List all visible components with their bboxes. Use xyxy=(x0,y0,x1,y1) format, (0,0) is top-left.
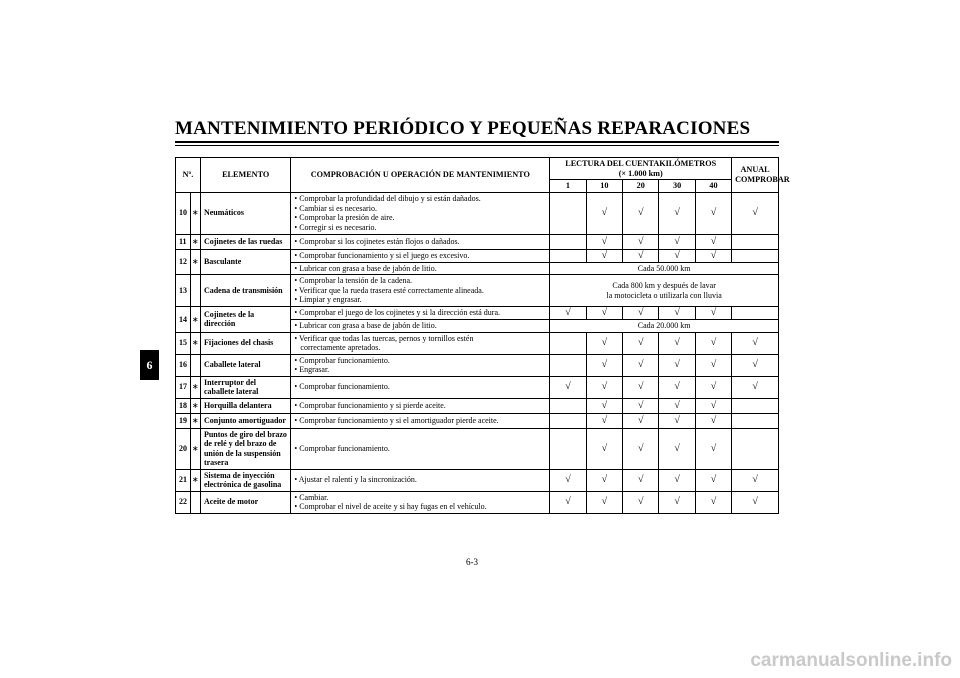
asterisk-cell xyxy=(190,428,200,469)
row-number: 17 xyxy=(176,376,191,398)
asterisk-mark: ∗ xyxy=(191,314,199,324)
interval-check-cell: √ xyxy=(623,428,659,469)
element-name: Aceite de motor xyxy=(200,491,290,513)
interval-check-cell xyxy=(550,249,586,262)
interval-check-cell: √ xyxy=(659,192,695,234)
interval-check-cell: √ xyxy=(623,398,659,413)
interval-check-cell: √ xyxy=(695,376,731,398)
asterisk-mark: ∗ xyxy=(191,443,199,453)
interval-check-cell: √ xyxy=(550,307,586,320)
operation-line: • Limpiar y engrasar. xyxy=(294,295,362,305)
asterisk-mark: ∗ xyxy=(191,475,199,485)
table-row xyxy=(176,192,779,234)
operation-line: • Verificar que la rueda trasera esté correctamente alineada. xyxy=(294,285,484,295)
interval-check-cell: √ xyxy=(695,428,731,469)
interval-check-cell: √ xyxy=(659,428,695,469)
asterisk-cell xyxy=(190,469,200,491)
interval-check-cell: √ xyxy=(623,307,659,320)
interval-check-cell: √ xyxy=(586,234,622,249)
asterisk-cell xyxy=(190,376,200,398)
element-name: Cojinetes de la dirección xyxy=(200,307,290,333)
interval-check-cell: √ xyxy=(659,469,695,491)
interval-check-cell: √ xyxy=(659,376,695,398)
row-number: 12 xyxy=(176,249,191,275)
operation-line: • Cambiar. xyxy=(294,492,329,502)
operation-cell xyxy=(291,469,550,491)
interval-check-cell: √ xyxy=(695,398,731,413)
table-row xyxy=(176,307,779,320)
interval-span-cell: Cada 20.000 km xyxy=(550,320,779,333)
header-odometer-title: LECTURA DEL CUENTAKILÓMETROS xyxy=(565,159,717,168)
interval-check-cell: √ xyxy=(623,249,659,262)
element-name: Cadena de transmisión xyxy=(200,275,290,307)
operation-line: • Lubricar con grasa a base de jabón de litio. xyxy=(294,263,437,273)
header-interval: 20 xyxy=(623,180,659,193)
asterisk-cell xyxy=(190,249,200,275)
element-name: Basculante xyxy=(200,249,290,275)
interval-check-cell: √ xyxy=(586,192,622,234)
interval-check-cell: √ xyxy=(695,234,731,249)
operation-cell xyxy=(291,491,550,513)
annual-check-cell xyxy=(732,249,779,262)
operation-line: • Cambiar si es necesario. xyxy=(294,203,377,213)
element-name: Sistema de inyección electrónica de gasolina xyxy=(200,469,290,491)
operation-line: • Comprobar la profundidad del dibujo y si están dañados. xyxy=(294,194,481,203)
row-number: 18 xyxy=(176,398,191,413)
row-number: 16 xyxy=(176,354,191,376)
asterisk-mark: ∗ xyxy=(191,338,199,348)
element-name: Caballete lateral xyxy=(200,354,290,376)
interval-check-cell: √ xyxy=(586,376,622,398)
table-row xyxy=(176,332,779,354)
operation-cell xyxy=(291,234,550,249)
operation-cell xyxy=(291,249,550,262)
interval-check-cell: √ xyxy=(623,413,659,428)
interval-check-cell: √ xyxy=(586,332,622,354)
table-row xyxy=(176,413,779,428)
interval-check-cell: √ xyxy=(659,332,695,354)
operation-line: • Comprobar funcionamiento y si el amortiguador pierde aceite. xyxy=(294,415,499,425)
operation-cell xyxy=(291,275,550,307)
annual-check-cell xyxy=(732,428,779,469)
interval-check-cell: √ xyxy=(550,469,586,491)
annual-check-cell: √ xyxy=(732,192,779,234)
interval-check-cell: √ xyxy=(695,192,731,234)
header-interval: 1 xyxy=(550,180,586,193)
annual-check-cell xyxy=(732,413,779,428)
header-row xyxy=(176,158,779,180)
interval-check-cell: √ xyxy=(695,249,731,262)
row-number: 21 xyxy=(176,469,191,491)
table-row xyxy=(176,376,779,398)
annual-check-cell xyxy=(732,307,779,320)
interval-check-cell: √ xyxy=(659,354,695,376)
table-row xyxy=(176,428,779,469)
maintenance-table xyxy=(175,157,790,514)
annual-check-cell: √ xyxy=(732,354,779,376)
asterisk-cell xyxy=(190,275,200,307)
operation-cell xyxy=(291,332,550,354)
table-row xyxy=(176,249,779,262)
row-number: 15 xyxy=(176,332,191,354)
asterisk-mark: ∗ xyxy=(191,400,199,410)
table-body xyxy=(176,192,779,513)
header-annual-line1: ANUAL xyxy=(740,165,770,175)
table-row xyxy=(176,234,779,249)
operation-cell xyxy=(291,398,550,413)
watermark: carmanualsonline.info xyxy=(750,650,952,671)
operation-cell xyxy=(291,192,550,234)
interval-span-line: Cada 800 km y después de lavar xyxy=(612,281,716,290)
row-number: 13 xyxy=(176,275,191,307)
element-name: Horquilla delantera xyxy=(200,398,290,413)
page-title: MANTENIMIENTO PERIÓDICO Y PEQUEÑAS REPARACIONES xyxy=(175,118,751,139)
interval-span-cell: Cada 50.000 km xyxy=(550,262,779,275)
interval-check-cell xyxy=(550,398,586,413)
interval-check-cell: √ xyxy=(695,332,731,354)
asterisk-cell xyxy=(190,491,200,513)
operation-cell xyxy=(291,376,550,398)
interval-check-cell: √ xyxy=(623,332,659,354)
interval-check-cell: √ xyxy=(695,307,731,320)
interval-check-cell: √ xyxy=(659,398,695,413)
operation-line: • Comprobar funcionamiento. xyxy=(294,355,390,365)
operation-line: • Comprobar funcionamiento. xyxy=(294,443,390,453)
header-annual xyxy=(732,158,790,193)
interval-check-cell: √ xyxy=(695,354,731,376)
header-element: ELEMENTO xyxy=(200,158,290,193)
operation-cell xyxy=(291,320,550,333)
title-rule-thin xyxy=(175,145,779,146)
operation-line: • Comprobar la presión de aire. xyxy=(294,213,395,222)
table-row xyxy=(176,398,779,413)
interval-check-cell: √ xyxy=(623,491,659,513)
header-odometer-unit: (× 1.000 km) xyxy=(618,168,663,178)
operation-line: • Corregir si es necesario. xyxy=(294,222,377,232)
annual-check-cell: √ xyxy=(732,491,779,513)
header-interval: 40 xyxy=(695,180,731,193)
asterisk-cell xyxy=(190,332,200,354)
asterisk-mark: ∗ xyxy=(191,415,199,425)
asterisk-cell xyxy=(190,234,200,249)
asterisk-cell xyxy=(190,307,200,333)
interval-check-cell: √ xyxy=(659,491,695,513)
annual-check-cell xyxy=(732,234,779,249)
interval-check-cell xyxy=(550,234,586,249)
element-name: Cojinetes de las ruedas xyxy=(200,234,290,249)
operation-cell xyxy=(291,354,550,376)
interval-check-cell: √ xyxy=(586,491,622,513)
interval-check-cell: √ xyxy=(695,413,731,428)
operation-line: correctamente apretados. xyxy=(300,343,381,352)
asterisk-cell xyxy=(190,413,200,428)
asterisk-mark: ∗ xyxy=(191,208,199,218)
row-number: 14 xyxy=(176,307,191,333)
element-name: Fijaciones del chasis xyxy=(200,332,290,354)
row-number: 10 xyxy=(176,192,191,234)
interval-check-cell: √ xyxy=(623,376,659,398)
row-number: 11 xyxy=(176,234,191,249)
asterisk-cell xyxy=(190,398,200,413)
title-rule-thick xyxy=(175,141,779,143)
element-name: Puntos de giro del brazo de relé y del brazo de unión de la suspensión trasera xyxy=(200,428,290,469)
operation-line: • Comprobar si los cojinetes están flojos o dañados. xyxy=(294,236,460,246)
interval-check-cell: √ xyxy=(659,413,695,428)
operation-line: • Comprobar funcionamiento. xyxy=(294,382,390,392)
section-tab: 6 xyxy=(140,350,159,380)
row-number: 22 xyxy=(176,491,191,513)
interval-check-cell: √ xyxy=(623,469,659,491)
interval-check-cell xyxy=(550,354,586,376)
interval-check-cell: √ xyxy=(659,249,695,262)
operation-cell xyxy=(291,262,550,275)
header-num: Nº. xyxy=(176,158,201,193)
operation-line: • Comprobar la tensión de la cadena. xyxy=(294,276,413,286)
interval-check-cell: √ xyxy=(586,307,622,320)
operation-cell xyxy=(291,307,550,320)
interval-check-cell xyxy=(550,192,586,234)
interval-span-line: la motocicleta o utilizarla con lluvia xyxy=(606,290,722,300)
interval-check-cell: √ xyxy=(550,376,586,398)
element-name: Conjunto amortiguador xyxy=(200,413,290,428)
element-name: Neumáticos xyxy=(200,192,290,234)
interval-check-cell: √ xyxy=(586,249,622,262)
asterisk-mark: ∗ xyxy=(191,257,199,266)
interval-check-cell: √ xyxy=(623,192,659,234)
interval-check-cell: √ xyxy=(586,413,622,428)
operation-line: • Ajustar el ralentí y la sincronización. xyxy=(294,475,417,485)
operation-cell xyxy=(291,428,550,469)
interval-span-cell xyxy=(550,275,779,307)
interval-check-cell: √ xyxy=(695,469,731,491)
header-interval: 10 xyxy=(586,180,622,193)
annual-check-cell: √ xyxy=(732,376,779,398)
interval-check-cell: √ xyxy=(659,234,695,249)
annual-check-cell xyxy=(732,398,779,413)
row-number: 19 xyxy=(176,413,191,428)
asterisk-cell xyxy=(190,354,200,376)
operation-line: • Verificar que todas las tuercas, pernos y tornillos estén xyxy=(294,333,474,343)
interval-check-cell xyxy=(550,332,586,354)
header-odometer xyxy=(550,158,732,180)
operation-line: • Engrasar. xyxy=(294,365,330,374)
interval-check-cell: √ xyxy=(586,354,622,376)
operation-cell xyxy=(291,413,550,428)
table-row xyxy=(176,469,779,491)
element-name: Interruptor del caballete lateral xyxy=(200,376,290,398)
interval-check-cell: √ xyxy=(623,234,659,249)
asterisk-cell xyxy=(190,192,200,234)
table-row xyxy=(176,491,779,513)
interval-check-cell: √ xyxy=(695,491,731,513)
asterisk-mark: ∗ xyxy=(191,382,199,392)
interval-check-cell: √ xyxy=(586,469,622,491)
interval-check-cell: √ xyxy=(623,354,659,376)
header-interval: 30 xyxy=(659,180,695,193)
header-annual-line2: COMPROBAR xyxy=(735,174,790,184)
interval-check-cell: √ xyxy=(659,307,695,320)
page-number: 6-3 xyxy=(466,557,478,567)
interval-check-cell xyxy=(550,428,586,469)
operation-line: • Comprobar el juego de los cojinetes y si la dirección está dura. xyxy=(294,308,501,318)
interval-check-cell: √ xyxy=(586,428,622,469)
operation-line: • Comprobar funcionamiento y si el juego es excesivo. xyxy=(294,250,470,260)
table-row xyxy=(176,275,779,307)
header-operation: COMPROBACIÓN U OPERACIÓN DE MANTENIMIENTO xyxy=(291,158,550,193)
table-row xyxy=(176,354,779,376)
operation-line: • Comprobar el nivel de aceite y si hay fugas en el vehículo. xyxy=(294,502,487,511)
row-number: 20 xyxy=(176,428,191,469)
annual-check-cell: √ xyxy=(732,332,779,354)
annual-check-cell: √ xyxy=(732,469,779,491)
operation-line: • Comprobar funcionamiento y si pierde aceite. xyxy=(294,400,446,410)
asterisk-mark: ∗ xyxy=(191,236,199,246)
interval-check-cell: √ xyxy=(586,398,622,413)
interval-check-cell: √ xyxy=(550,491,586,513)
interval-check-cell xyxy=(550,413,586,428)
operation-line: • Lubricar con grasa a base de jabón de litio. xyxy=(294,321,437,330)
